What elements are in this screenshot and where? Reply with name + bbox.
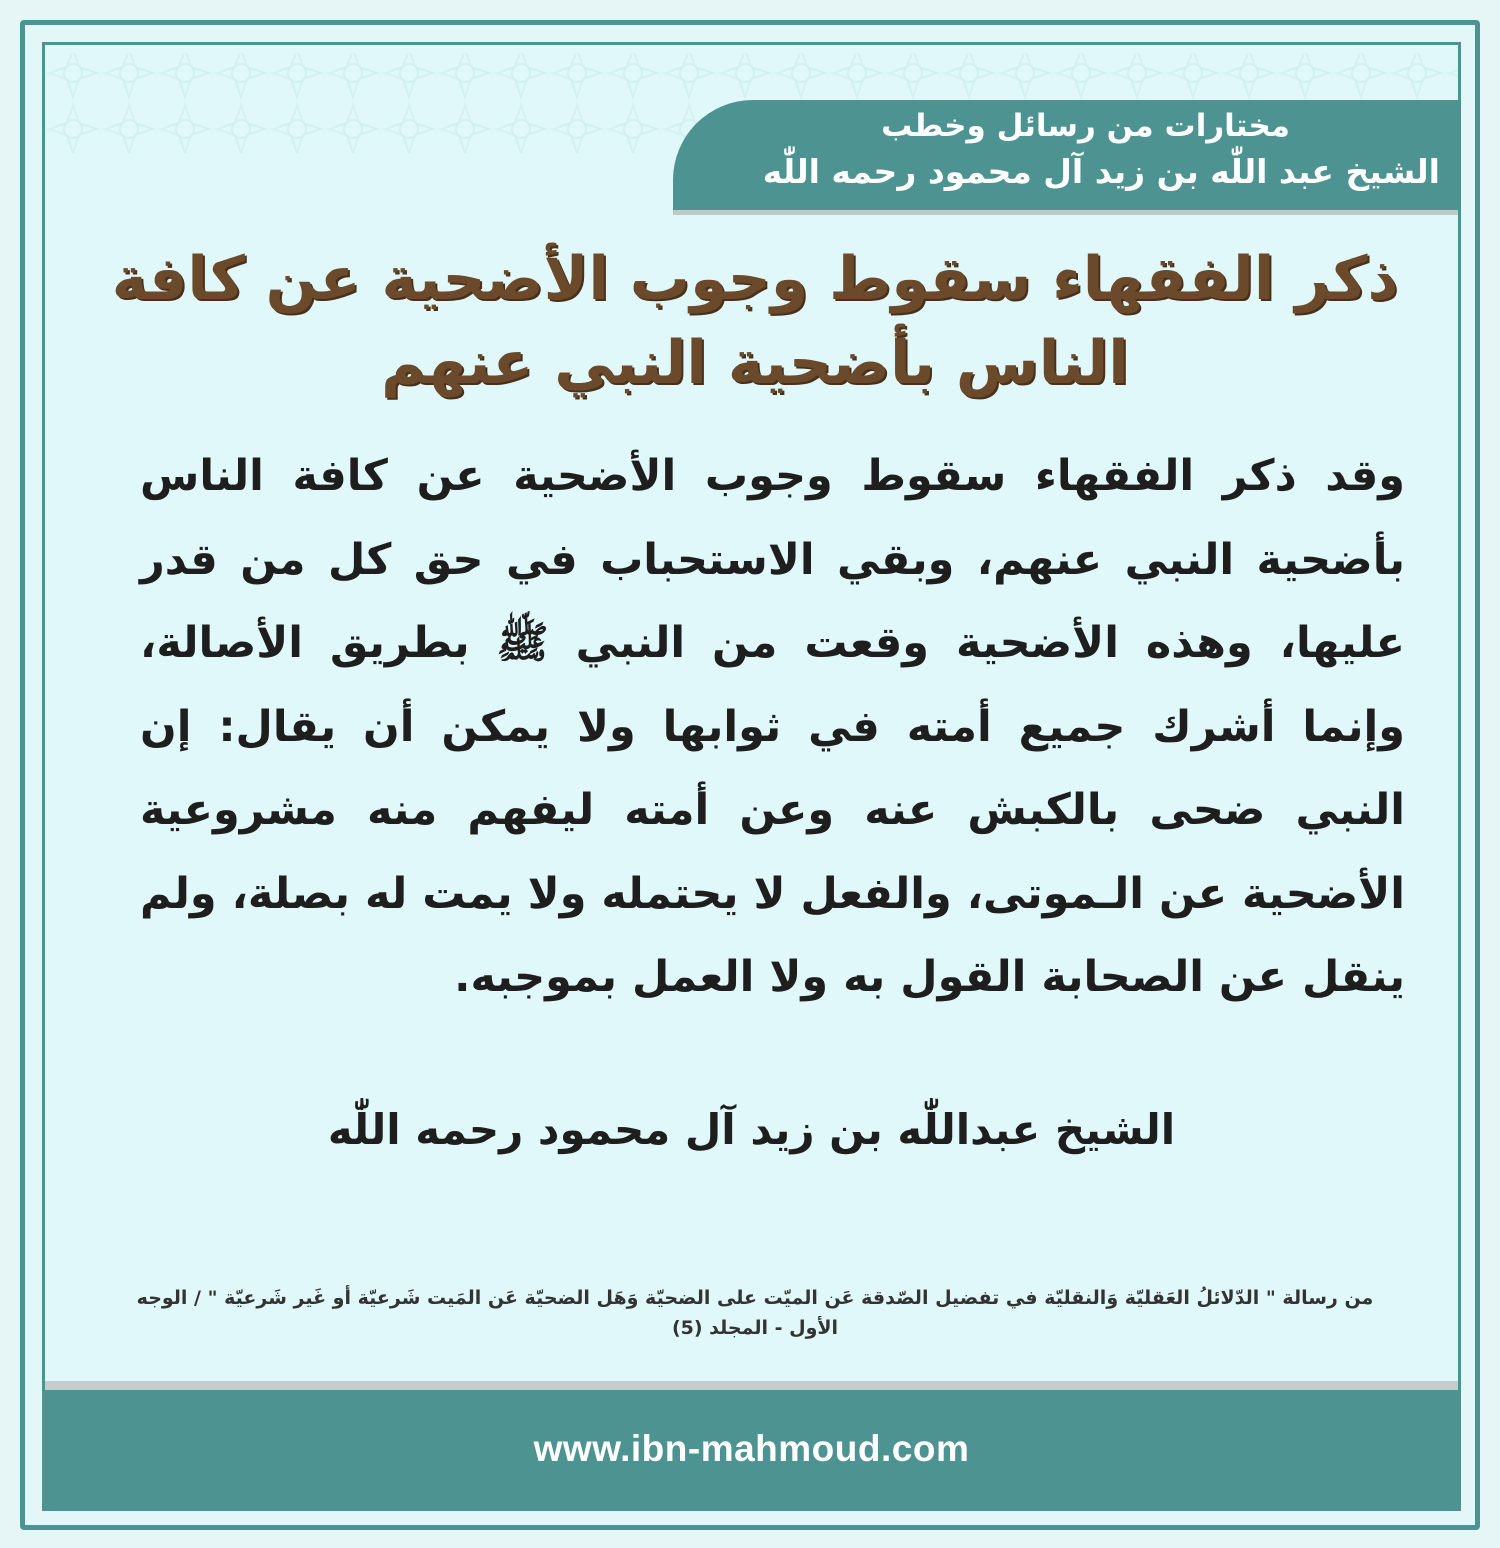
body-paragraph: وقد ذكر الفقهاء سقوط وجوب الأضحية عن كافة الناس بأضحية النبي عنهم، وبقي الاستحباب في حق كل من قدر عليها، وهذه الأضحية وقعت من النبي ﷺ بطريق الأصالة، وإنما أشرك جميع أمته في ثوابها ولا يمكن أن يقال: إن النبي ضحى بالكبش عنه وعن أمته ليفهم منه مشروعية الأضحية عن الـموتى، والفعل لا يحتمله ولا يمت له بصلة، ولم ينقل عن الصحابة القول به ولا العمل بموجبه. [140,451,1405,1002]
card [42,42,1461,1511]
outer-frame [20,20,1480,1530]
header-author: الشيخ عبد اللّٰه بن زيد آل محمود رحمه اللّٰه [762,152,1440,191]
source-citation: من رسالة " الدّلائلُ العَقليّة وَالنقليّة في تفضيل الصّدقة عَن الميّت على الضحيّة وَهَل الضحيّة عَن المَيت شَرعيّة أو غَير شَرعيّة " / الوجه الأول - المجلد (5) [136,1287,1374,1339]
footer-bar [45,1381,1458,1508]
header-banner [673,100,1458,210]
website-url: www.ibn-mahmoud.com [533,1428,970,1469]
author-signature: الشيخ عبداللّٰه بن زيد آل محمود رحمه اللّٰه [327,1105,1176,1154]
header-subtitle: مختارات من رسائل وخطب [881,108,1290,144]
page-title: ذكر الفقهاء سقوط وجوب الأضحية عن كافة الناس بأضحية النبي عنهم [111,244,1399,398]
